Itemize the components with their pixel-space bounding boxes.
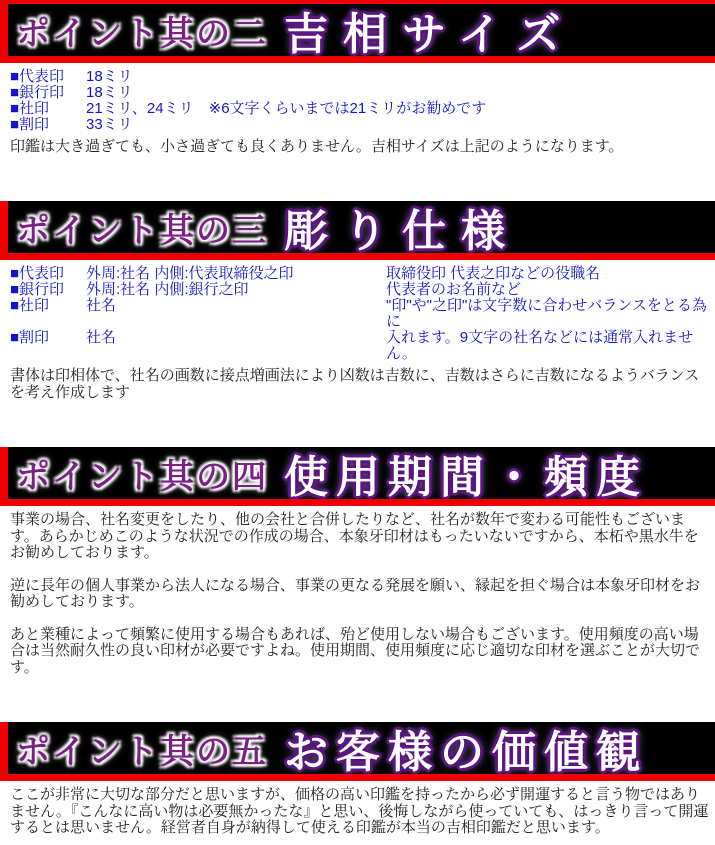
section-content — [0, 506, 715, 676]
row-spec: 社名 — [86, 329, 117, 346]
spec-row — [10, 266, 709, 282]
section-customer-values — [0, 722, 715, 837]
banner-inner — [0, 4, 715, 59]
row-note: 代表者のお名前など — [386, 281, 522, 298]
row-value: 18ミリ — [86, 84, 133, 101]
row-label: ■代表印 — [10, 265, 65, 282]
section-engraving-spec — [0, 201, 715, 401]
banner-point-label: ポイント其の五 — [16, 732, 268, 771]
banner-inner — [0, 447, 715, 502]
banner-point-label: ポイント其の四 — [16, 457, 268, 496]
banner-inner — [0, 201, 715, 256]
section-note: 印鑑は大き過ぎても、小さ過ぎても良くありません。吉相サイズは上記のようになります。 — [10, 138, 624, 155]
banner-inner — [0, 722, 715, 777]
row-label: ■社印 — [10, 100, 50, 117]
point-banner-5 — [0, 722, 715, 781]
row-label: ■銀行印 — [10, 281, 65, 298]
banner-title: 使用期間・頻度 — [284, 453, 648, 502]
spec-row — [10, 69, 709, 85]
spec-row — [10, 117, 709, 133]
row-value: 33ミリ — [86, 116, 133, 133]
point-banner-4 — [0, 447, 715, 506]
section-usage-period — [0, 447, 715, 676]
row-label: ■割印 — [10, 116, 50, 133]
paragraph: あと業種によって頻繁に使用する場合もあれば、殆ど使用しない場合もございます。使用頻度の高い場合は当然耐久性の良い印材が必要ですよね。使用期間、使用頻度に応じ適切な印材を選ぶことが大切です。 — [10, 625, 701, 676]
row-label: ■代表印 — [10, 68, 65, 85]
point-banner-3 — [0, 201, 715, 260]
row-value: 18ミリ — [86, 68, 133, 85]
banner-title: 吉相サイズ — [284, 10, 576, 59]
row-label: ■銀行印 — [10, 84, 65, 101]
row-label: ■社印 — [10, 297, 50, 314]
row-value: 21ミリ、24ミリ ※6文字くらいまでは21ミリがお勧めです — [86, 100, 487, 117]
spec-row — [10, 330, 709, 362]
row-label: ■割印 — [10, 329, 50, 346]
row-spec: 外周:社名 内側:代表取締役之印 — [86, 265, 294, 282]
row-note: 取締役印 代表之印などの役職名 — [386, 265, 601, 282]
row-note: "印"や"之印"は文字数に合わせバランスをとる為に — [386, 297, 707, 330]
banner-title: お客様の価値観 — [284, 728, 648, 777]
section-auspicious-size — [0, 0, 715, 155]
row-note: 入れます。9文字の社名などには通常入れません。 — [386, 329, 694, 362]
spec-row — [10, 282, 709, 298]
paragraph: ここが非常に大切な部分だと思いますが、価格の高い印鑑を持ったから必ず開運すると言う物ではありません。『こんなに高い物は必要無かったな』と思い、後悔しながら使っていても、はっきり言って開運するとは思いません。経営者自身が納得して使える印鑑が本当の吉相印鑑だと思います。 — [10, 786, 709, 836]
spec-row — [10, 298, 709, 330]
section-content — [0, 781, 715, 837]
section-note: 書体は印相体で、社名の画数に接点増画法により凶数は吉数に、吉数はさらに吉数になるようバランスを考え作成します — [10, 367, 700, 401]
paragraph: 事業の場合、社名変更をしたり、他の会社と合併したりなど、社名が数年で変わる可能性もございます。あらかじめこのような状況での作成の場合、本象牙印材はもったいないですから、本柘や黒水牛をお勧めしております。 — [10, 511, 699, 561]
banner-point-label: ポイント其の三 — [16, 211, 268, 250]
section-content — [0, 63, 715, 155]
spec-row — [10, 85, 709, 101]
spec-row — [10, 101, 709, 117]
point-banner-2 — [0, 0, 715, 63]
row-spec: 社名 — [86, 297, 117, 314]
row-spec: 外周:社名 内側:銀行之印 — [86, 281, 249, 298]
banner-title: 彫り仕様 — [284, 207, 520, 256]
section-content — [0, 260, 715, 401]
banner-point-label: ポイント其の二 — [16, 14, 268, 53]
paragraph: 逆に長年の個人事業から法人になる場合、事業の更なる発展を願い、縁起を担ぐ場合は本象牙印材をお勧めしております。 — [10, 576, 701, 610]
